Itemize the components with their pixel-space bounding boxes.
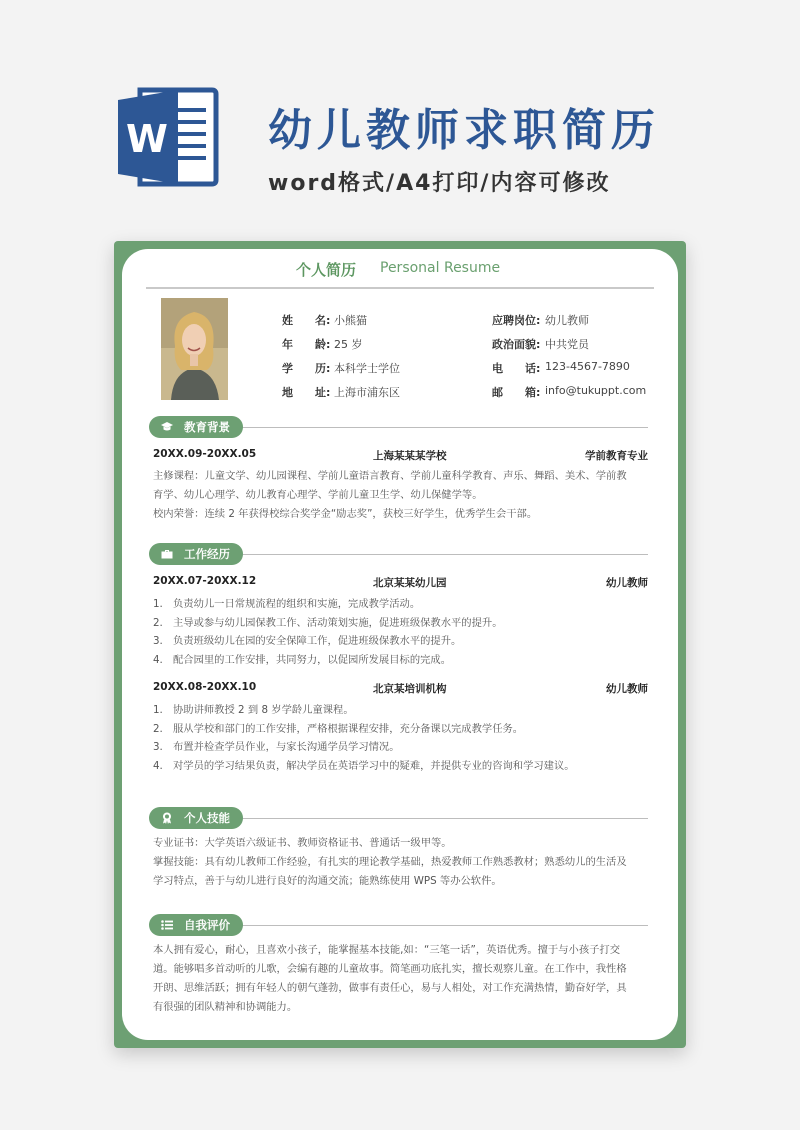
work-divider (242, 554, 648, 555)
info-label-name: 姓 名: (282, 314, 331, 327)
self-eval-details (153, 941, 653, 1017)
self-eval-line: 本人拥有爱心，耐心，且喜欢小孩子，能掌握基本技能,如：“三笔一话”，英语优秀。擅于与小孩子打交 (153, 944, 621, 956)
education-school: 上海某某某学校 (373, 450, 447, 462)
info-label-address: 地 址: (282, 386, 331, 399)
skills-line: 掌握技能：具有幼儿教师工作经验，有扎实的理论教学基础，热爱教师工作熟悉教材；熟悉幼儿的生活及 (153, 856, 627, 868)
resume-title-en: Personal Resume (380, 260, 501, 276)
header-divider (146, 287, 654, 289)
info-label-position: 应聘岗位: (492, 314, 541, 327)
briefcase-icon (161, 548, 173, 560)
graduation-cap-icon (161, 421, 173, 433)
info-label-age: 年 龄: (282, 338, 331, 351)
job-row (153, 681, 648, 697)
list-icon (161, 919, 173, 931)
resume-paper (122, 249, 678, 1040)
education-line: 育学、幼儿心理学、幼儿教育心理学、学前儿童卫生学、幼儿保健学等。 (153, 489, 483, 501)
education-line: 主修课程：儿童文学、幼儿园课程、学前儿童语言教育、学前儿童科学教育、声乐、舞蹈、美术、学前教 (153, 470, 627, 482)
section-skills-header (149, 807, 243, 829)
job-row (153, 575, 648, 591)
info-value-political: 中共党员 (545, 338, 589, 351)
info-value-address: 上海市浦东区 (334, 386, 400, 399)
info-value-phone: 123-4567-7890 (545, 360, 630, 373)
self-eval-line: 道。能够唱多首动听的儿歌，会编有趣的儿童故事。简笔画功底扎实，擅长观察儿童。在工作中，我性格 (153, 963, 627, 975)
resume-frame (114, 241, 686, 1048)
list-item: 2. 服从学校和部门的工作安排，严格根据课程安排，充分备课以完成教学任务。 (153, 722, 524, 735)
info-value-age: 25 岁 (334, 338, 363, 351)
skills-line: 学习特点，善于与幼儿进行良好的沟通交流；能熟练使用 WPS 等办公软件。 (153, 875, 502, 887)
section-work-title: 工作经历 (184, 547, 230, 561)
list-item: 1. 负责幼儿一日常规流程的组织和实施，完成教学活动。 (153, 598, 421, 610)
resume-title-cn: 个人简历 (296, 261, 357, 279)
job-org: 北京某某幼儿园 (373, 577, 447, 589)
section-skills-title: 个人技能 (184, 811, 230, 825)
job-role: 幼儿教师 (606, 683, 648, 695)
self-eval-line: 有很强的团队精神和协调能力。 (153, 1001, 298, 1013)
skills-details (153, 834, 653, 891)
list-item: 1. 协助讲师教授 2 到 8 岁学龄儿童课程。 (153, 704, 354, 716)
job-period: 20XX.08-20XX.10 (153, 681, 257, 693)
job-role: 幼儿教师 (606, 577, 648, 589)
skills-line: 专业证书：大学英语六级证书、教师资格证书、普通话一级甲等。 (153, 837, 452, 849)
education-divider (242, 427, 648, 428)
education-line: 校内荣誉：连续 2 年获得校综合奖学金“励志奖”，获校三好学生，优秀学生会干部。 (153, 508, 538, 520)
education-period: 20XX.09-20XX.05 (153, 448, 257, 460)
info-label-email: 邮 箱: (492, 386, 541, 399)
section-self-eval-title: 自我评价 (184, 918, 230, 932)
list-item: 4. 配合园里的工作安排，共同努力，以促园所发展目标的完成。 (153, 653, 452, 666)
info-value-degree: 本科学士学位 (334, 362, 400, 375)
info-label-degree: 学 历: (282, 362, 331, 375)
list-item: 2. 主导或参与幼儿园保教工作、活动策划实施，促进班级保教水平的提升。 (153, 616, 503, 629)
education-details (153, 467, 653, 524)
section-education-header (149, 416, 243, 438)
banner-subtitle: word格式/A4打印/内容可修改 (268, 171, 611, 196)
section-work-header (149, 543, 243, 565)
word-icon-letter: W (126, 117, 168, 161)
section-education-title: 教育背景 (184, 420, 230, 434)
info-label-phone: 电 话: (492, 362, 541, 375)
job-period: 20XX.07-20XX.12 (153, 575, 257, 587)
banner-title: 幼儿教师求职简历 (268, 105, 660, 156)
info-value-name: 小熊猫 (334, 314, 367, 327)
job-org: 北京某培训机构 (373, 683, 447, 695)
job-duties (153, 595, 653, 669)
info-value-email: info@tukuppt.com (545, 384, 647, 397)
section-self-eval-header (149, 914, 243, 936)
self-eval-line: 开朗、思维活跃；拥有年轻人的朝气蓬勃，做事有责任心，易与人相处，对工作充满热情，勤奋好学，具 (153, 982, 627, 994)
education-row (153, 448, 648, 464)
word-document-icon (116, 86, 220, 188)
list-item: 4. 对学员的学习结果负责，解决学员在英语学习中的疑难，并提供专业的咨询和学习建议。 (153, 759, 575, 772)
award-badge-icon (161, 812, 173, 824)
profile-photo (161, 298, 228, 400)
info-label-political: 政治面貌: (492, 338, 541, 351)
list-item: 3. 布置并检查学员作业，与家长沟通学员学习情况。 (153, 741, 400, 753)
info-value-position: 幼儿教师 (545, 314, 589, 327)
education-major: 学前教育专业 (585, 450, 648, 462)
self-eval-divider (242, 925, 648, 926)
skills-divider (242, 818, 648, 819)
list-item: 3. 负责班级幼儿在园的安全保障工作，促进班级保教水平的提升。 (153, 635, 462, 647)
job-duties (153, 701, 653, 775)
